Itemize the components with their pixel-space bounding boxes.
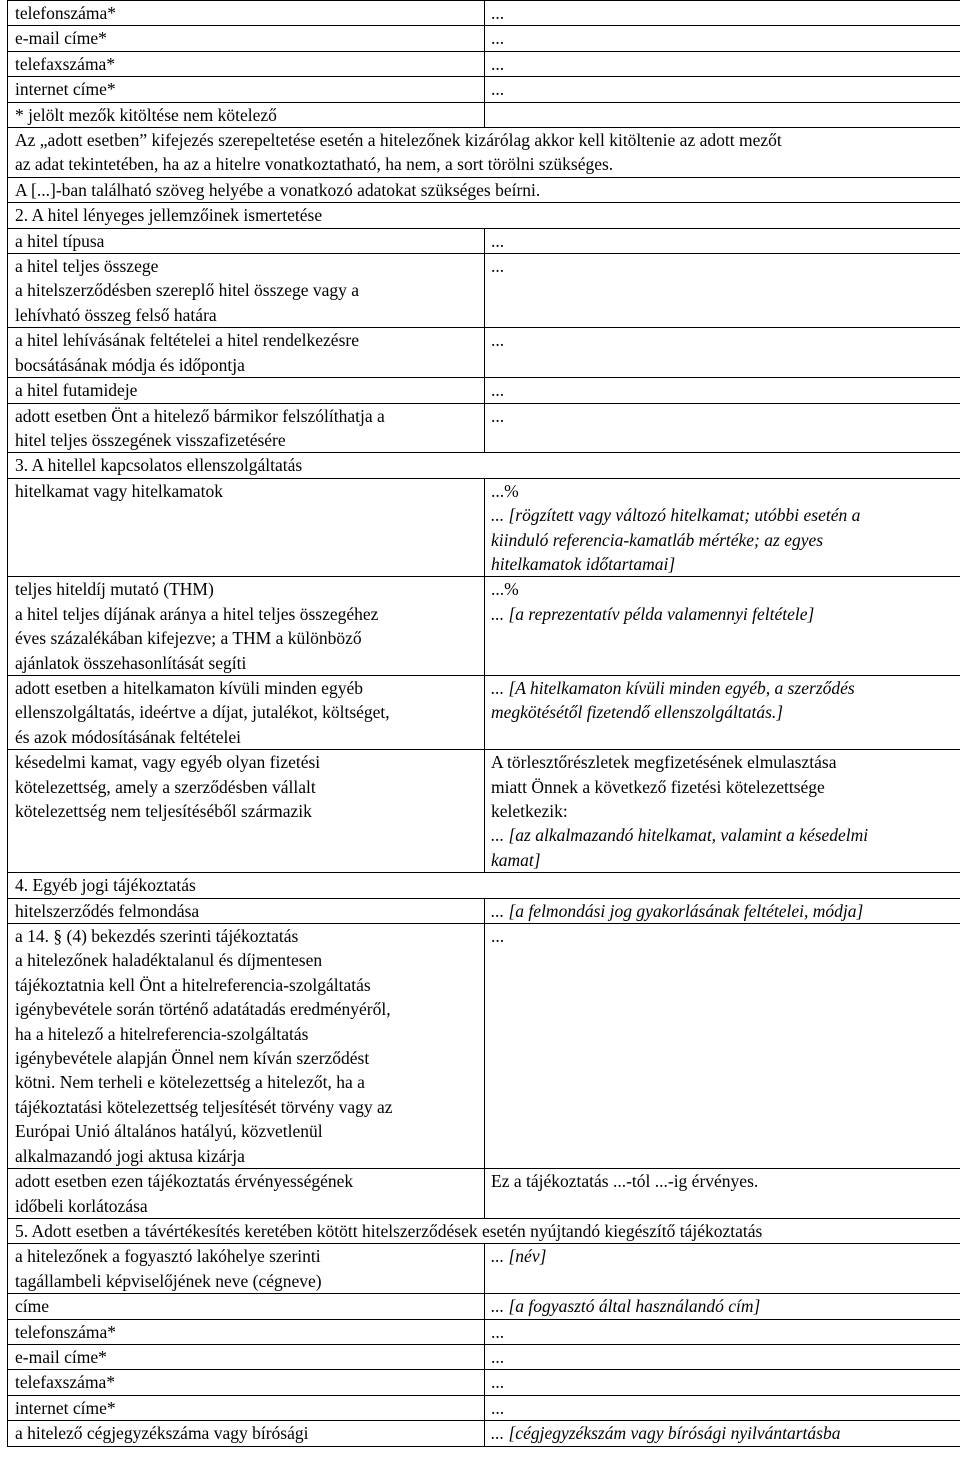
- label-cell: [8, 898, 485, 923]
- text-line: kötelezettség nem teljesítéséből származik: [15, 801, 312, 821]
- text-line: ... [név]: [491, 1246, 547, 1267]
- value-cell: [485, 328, 960, 378]
- text-line: ...%: [491, 480, 519, 501]
- text-line: a hitelezőnek haladéktalanul és díjmentesen: [15, 950, 323, 971]
- value-cell: [485, 77, 960, 102]
- table-row: [8, 453, 960, 478]
- text-line: ... [az alkalmazandó hitelkamat, valamint a késedelmi: [491, 825, 869, 846]
- text-line: teljes hiteldíj mutató (THM): [15, 579, 214, 600]
- text-line: alkalmazandó jogi aktusa kizárja: [15, 1145, 245, 1166]
- section-cell: [8, 128, 960, 178]
- value-cell: [485, 1244, 960, 1294]
- table-row: [8, 128, 960, 178]
- text-line: időbeli korlátozása: [15, 1195, 148, 1216]
- value-cell: [485, 675, 960, 749]
- value-cell: [485, 1169, 960, 1219]
- table-row: [8, 924, 960, 1169]
- value-cell: [485, 228, 960, 253]
- value-cell: [485, 1294, 960, 1319]
- text-line: miatt Önnek a következő fizetési kötelezettsége: [491, 776, 825, 797]
- text-line: Ez a tájékoztatás ...-tól ...-ig érvényes.: [491, 1171, 759, 1192]
- label-cell: [8, 1319, 485, 1344]
- text-line: bocsátásának módja és időpontja: [15, 354, 245, 375]
- value-cell: [485, 254, 960, 328]
- value-cell: [485, 26, 960, 51]
- table-row: [8, 1344, 960, 1369]
- value-cell: [485, 898, 960, 923]
- text-line: igénybevétele során történő adatátadás eredményéről,: [15, 999, 391, 1020]
- text-line: és azok módosításának feltételei: [15, 726, 241, 747]
- text-line: ...: [491, 256, 505, 277]
- label-cell: [8, 102, 485, 127]
- text-line: 2. A hitel lényeges jellemzőinek ismertetése: [15, 205, 323, 226]
- text-line: ...: [491, 405, 505, 426]
- label-cell: [8, 577, 485, 676]
- text-line: a hitel teljes díjának aránya a hitel teljes összegéhez: [15, 603, 379, 624]
- label-cell: [8, 228, 485, 253]
- text-line: Az „adott esetben” kifejezés szerepeltetése esetén a hitelezőnek kizárólag akkor kell kitöltenie az adott mezőt: [15, 130, 782, 151]
- text-line: telefonszáma*: [15, 3, 117, 23]
- text-line: ...: [491, 926, 505, 947]
- section-cell: [8, 203, 960, 228]
- table-row: [8, 1169, 960, 1219]
- table-row: [8, 177, 960, 202]
- text-line: 5. Adott esetben a távértékesítés keretében kötött hitelszerződések esetén nyújtandó kiegészítő tájékoztatás: [15, 1220, 763, 1241]
- label-cell: [8, 924, 485, 1169]
- text-line: tagállambeli képviselőjének neve (cégneve): [15, 1270, 322, 1291]
- text-line: ...: [491, 28, 505, 49]
- label-cell: [8, 51, 485, 76]
- table-row: [8, 1395, 960, 1420]
- section-cell: [8, 177, 960, 202]
- text-line: tájékoztatnia kell Önt a hitelreferencia-szolgáltatás: [15, 974, 371, 995]
- text-line: 3. A hitellel kapcsolatos ellenszolgáltatás: [15, 455, 303, 476]
- text-line: ... [A hitelkamaton kívüli minden egyéb, a szerződés: [491, 677, 855, 698]
- section-cell: [8, 453, 960, 478]
- text-line: a hitelező cégjegyzékszáma vagy bírósági: [15, 1423, 309, 1444]
- text-line: ...: [491, 1321, 505, 1342]
- text-line: A [...]-ban található szöveg helyébe a vonatkozó adatokat szükséges beírni.: [15, 179, 541, 200]
- text-line: címe: [15, 1296, 50, 1317]
- table-row: [8, 1421, 960, 1446]
- text-line: ...%: [491, 579, 519, 600]
- value-cell: [485, 378, 960, 403]
- text-line: A törlesztőrészletek megfizetésének elmulasztása: [491, 752, 837, 773]
- text-line: telefaxszáma*: [15, 53, 116, 74]
- table-row: [8, 1370, 960, 1395]
- empty-value: [491, 103, 960, 127]
- text-line: hitelkamatok időtartamai]: [491, 553, 676, 574]
- table-row: [8, 228, 960, 253]
- text-line: kiinduló referencia-kamatláb mértéke; az egyes: [491, 529, 824, 550]
- value-cell: [485, 1395, 960, 1420]
- text-line: ... [a felmondási jog gyakorlásának feltételei, módja]: [491, 900, 864, 921]
- table-row: [8, 750, 960, 873]
- text-line: internet címe*: [15, 79, 116, 100]
- text-line: Európai Unió általános hatályú, közvetlenül: [15, 1121, 323, 1142]
- text-line: a hitel típusa: [15, 230, 105, 251]
- table-row: [8, 77, 960, 102]
- table-row: [8, 378, 960, 403]
- value-cell: [485, 478, 960, 577]
- label-cell: [8, 1169, 485, 1219]
- table-row: [8, 254, 960, 328]
- text-line: adott esetben a hitelkamaton kívüli minden egyéb: [15, 677, 363, 698]
- table-row: [8, 1294, 960, 1319]
- section-cell: [8, 873, 960, 898]
- text-line: a 14. § (4) bekezdés szerinti tájékoztatás: [15, 926, 299, 947]
- text-line: ha a hitelező a hitelreferencia-szolgáltatás: [15, 1023, 309, 1044]
- label-cell: [8, 1344, 485, 1369]
- text-line: internet címe*: [15, 1397, 116, 1418]
- text-line: igénybevétele alapján Önnel nem kíván szerződést: [15, 1048, 370, 1069]
- label-cell: [8, 254, 485, 328]
- info-table-body: [8, 1, 960, 1447]
- label-cell: [8, 378, 485, 403]
- value-cell: [485, 1344, 960, 1369]
- table-row: [8, 577, 960, 676]
- table-row: [8, 403, 960, 453]
- text-line: késedelmi kamat, vagy egyéb olyan fizetési: [15, 752, 321, 773]
- text-line: ...: [491, 1372, 505, 1393]
- section-cell: [8, 1218, 960, 1243]
- text-line: * jelölt mezők kitöltése nem kötelező: [15, 104, 277, 125]
- table-row: [8, 478, 960, 577]
- text-line: ellenszolgáltatás, ideértve a díjat, jutalékot, költséget,: [15, 702, 390, 723]
- text-line: kötelezettség, amely a szerződésben vállalt: [15, 776, 316, 797]
- text-line: kötni. Nem terheli e kötelezettség a hitelezőt, ha a: [15, 1072, 365, 1093]
- table-row: [8, 675, 960, 749]
- text-line: ... [a reprezentatív példa valamennyi feltétele]: [491, 603, 815, 624]
- text-line: ...: [491, 330, 505, 351]
- label-cell: [8, 77, 485, 102]
- text-line: tájékoztatási kötelezettség teljesítését törvény vagy az: [15, 1096, 393, 1117]
- info-table: [7, 0, 960, 1447]
- label-cell: [8, 1395, 485, 1420]
- text-line: e-mail címe*: [15, 1346, 107, 1367]
- text-line: megkötésétől fizetendő ellenszolgáltatás.]: [491, 702, 784, 723]
- text-line: a hitel teljes összege: [15, 256, 159, 277]
- text-line: lehívható összeg felső határa: [15, 304, 217, 325]
- text-line: ...: [491, 53, 505, 74]
- text-line: a hitel futamideje: [15, 380, 138, 401]
- text-line: a hitelezőnek a fogyasztó lakóhelye szerinti: [15, 1246, 321, 1267]
- text-line: ajánlatok összehasonlítását segíti: [15, 652, 247, 673]
- text-line: e-mail címe*: [15, 28, 107, 49]
- label-cell: [8, 478, 485, 577]
- label-cell: [8, 1370, 485, 1395]
- value-cell: [485, 750, 960, 873]
- table-row: [8, 1319, 960, 1344]
- value-cell: [485, 924, 960, 1169]
- text-line: telefonszáma*: [15, 1321, 117, 1342]
- label-cell: [8, 328, 485, 378]
- value-cell: [485, 51, 960, 76]
- table-row: [8, 873, 960, 898]
- table-row: [8, 1244, 960, 1294]
- table-row: [8, 102, 960, 127]
- text-line: a hitelszerződésben szereplő hitel összege vagy a: [15, 280, 360, 301]
- text-line: ... [a fogyasztó által használandó cím]: [491, 1296, 761, 1317]
- table-row: [8, 898, 960, 923]
- table-row: [8, 328, 960, 378]
- text-line: ...: [491, 1397, 505, 1418]
- text-line: ...: [491, 230, 505, 251]
- value-cell: [485, 403, 960, 453]
- text-line: kamat]: [491, 849, 541, 870]
- label-cell: [8, 1294, 485, 1319]
- text-line: adott esetben Önt a hitelező bármikor felszólíthatja a: [15, 405, 385, 426]
- value-cell: [485, 577, 960, 676]
- table-row: [8, 26, 960, 51]
- text-line: hitelszerződés felmondása: [15, 900, 200, 921]
- label-cell: [8, 403, 485, 453]
- text-line: a hitel lehívásának feltételei a hitel rendelkezésre: [15, 330, 359, 351]
- text-line: az adat tekintetében, ha az a hitelre vonatkoztatható, ha nem, a sort törölni szükséges.: [15, 154, 614, 175]
- text-line: hitel teljes összegének visszafizetésére: [15, 429, 286, 450]
- text-line: 4. Egyéb jogi tájékoztatás: [15, 875, 196, 896]
- label-cell: [8, 750, 485, 873]
- text-line: ... [rögzített vagy változó hitelkamat; utóbbi esetén a: [491, 505, 861, 526]
- label-cell: [8, 1421, 485, 1446]
- text-line: éves százalékában kifejezve; a THM a különböző: [15, 628, 362, 649]
- value-cell: [485, 102, 960, 127]
- text-line: adott esetben ezen tájékoztatás érvényességének: [15, 1171, 354, 1192]
- label-cell: [8, 1244, 485, 1294]
- text-line: ...: [491, 1346, 505, 1367]
- text-line: ...: [491, 3, 505, 23]
- text-line: telefaxszáma*: [15, 1372, 116, 1393]
- table-row: [8, 1218, 960, 1243]
- text-line: ...: [491, 79, 505, 100]
- label-cell: [8, 26, 485, 51]
- label-cell: [8, 675, 485, 749]
- text-line: ...: [491, 380, 505, 401]
- value-cell: [485, 1421, 960, 1446]
- text-line: keletkezik:: [491, 801, 568, 821]
- text-line: hitelkamat vagy hitelkamatok: [15, 480, 223, 501]
- table-row: [8, 51, 960, 76]
- table-row: [8, 203, 960, 228]
- text-line: ... [cégjegyzékszám vagy bírósági nyilvántartásba: [491, 1423, 841, 1444]
- value-cell: [485, 1, 960, 26]
- table-row: [8, 1, 960, 26]
- value-cell: [485, 1370, 960, 1395]
- label-cell: [8, 1, 485, 26]
- value-cell: [485, 1319, 960, 1344]
